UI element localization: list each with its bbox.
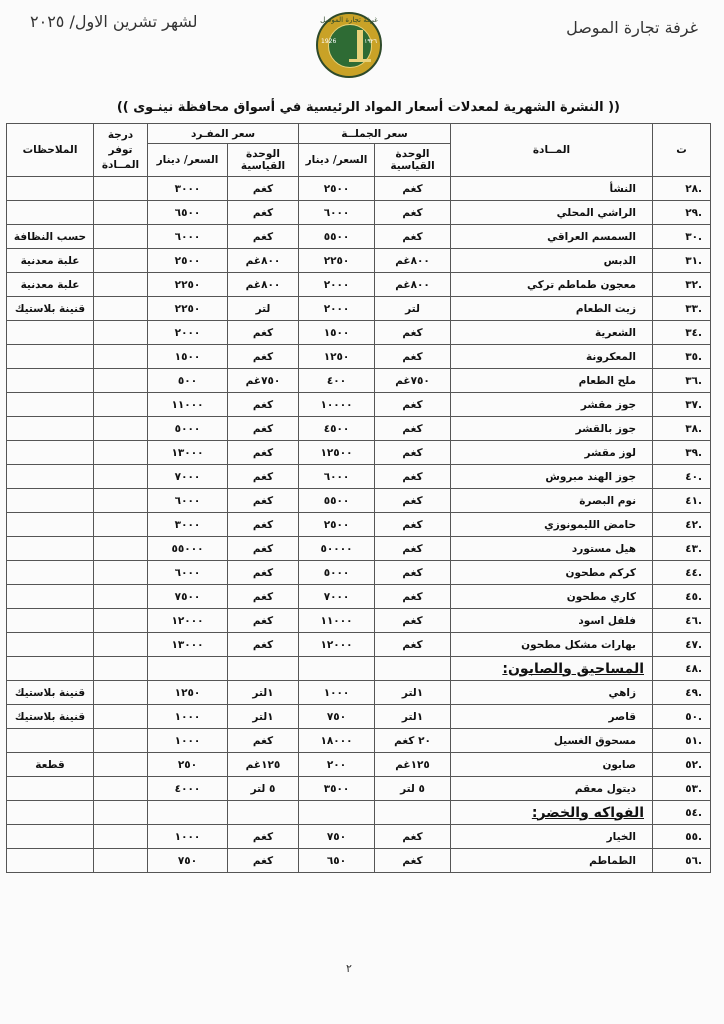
row-number: .٣٥ bbox=[653, 345, 711, 369]
retail-price: ٧٥٠٠ bbox=[148, 585, 228, 609]
wholesale-unit: ١لتر bbox=[375, 681, 451, 705]
item-name: صابون bbox=[451, 753, 653, 777]
col-no: ت bbox=[653, 124, 711, 177]
notes-cell bbox=[7, 393, 94, 417]
section-title: الفواكه والخضر: bbox=[451, 801, 653, 825]
notes-cell bbox=[7, 177, 94, 201]
availability-cell bbox=[94, 681, 148, 705]
empty-cell bbox=[375, 657, 451, 681]
notes-cell: حسب النظافة bbox=[7, 225, 94, 249]
availability-cell bbox=[94, 201, 148, 225]
wholesale-price: ٦٠٠٠ bbox=[299, 201, 375, 225]
wholesale-price: ١٠٠٠ bbox=[299, 681, 375, 705]
wholesale-unit: كغم bbox=[375, 633, 451, 657]
table-row bbox=[7, 369, 711, 393]
table-row bbox=[7, 273, 711, 297]
wholesale-unit: كغم bbox=[375, 177, 451, 201]
item-name: كركم مطحون bbox=[451, 561, 653, 585]
retail-price: ٦٠٠٠ bbox=[148, 489, 228, 513]
retail-unit: ٧٥٠غم bbox=[228, 369, 299, 393]
notes-cell bbox=[7, 345, 94, 369]
table-row bbox=[7, 537, 711, 561]
wholesale-unit: كغم bbox=[375, 585, 451, 609]
empty-cell bbox=[375, 801, 451, 825]
row-number: .٥٣ bbox=[653, 777, 711, 801]
notes-cell bbox=[7, 777, 94, 801]
item-name: ديتول معقم bbox=[451, 777, 653, 801]
retail-price: ٢٠٠٠ bbox=[148, 321, 228, 345]
col-wholesale-unit: الوحدة القياسية bbox=[375, 144, 451, 177]
wholesale-price: ٥٥٠٠ bbox=[299, 225, 375, 249]
table-row bbox=[7, 729, 711, 753]
wholesale-price: ١١٠٠٠ bbox=[299, 609, 375, 633]
wholesale-unit: ١لتر bbox=[375, 705, 451, 729]
price-table-body bbox=[7, 177, 711, 873]
chamber-logo bbox=[316, 12, 382, 78]
wholesale-price: ٤٠٠ bbox=[299, 369, 375, 393]
item-name: نوم البصرة bbox=[451, 489, 653, 513]
availability-cell bbox=[94, 321, 148, 345]
notes-cell: قنينة بلاستيك bbox=[7, 297, 94, 321]
wholesale-price: ٧٥٠ bbox=[299, 825, 375, 849]
table-row bbox=[7, 561, 711, 585]
wholesale-price: ١٥٠٠ bbox=[299, 321, 375, 345]
retail-unit: كغم bbox=[228, 393, 299, 417]
retail-price: ٦٠٠٠ bbox=[148, 225, 228, 249]
row-number: .٥١ bbox=[653, 729, 711, 753]
retail-unit: كغم bbox=[228, 825, 299, 849]
table-row bbox=[7, 849, 711, 873]
retail-price: ٥٠٠٠ bbox=[148, 417, 228, 441]
table-row bbox=[7, 681, 711, 705]
item-name: زيت الطعام bbox=[451, 297, 653, 321]
table-row bbox=[7, 753, 711, 777]
logo-ring-text: غرفة تجارة الموصل bbox=[320, 16, 378, 24]
item-name: جوز مقشر bbox=[451, 393, 653, 417]
row-number: .٥٤ bbox=[653, 801, 711, 825]
availability-cell bbox=[94, 777, 148, 801]
item-name: حامض الليمونوزي bbox=[451, 513, 653, 537]
wholesale-unit: كغم bbox=[375, 417, 451, 441]
bulletin-title: (( النشرة الشهرية لمعدلات أسعار المواد الرئيسية في أسواق محافظة نينـوى )) bbox=[116, 100, 620, 115]
table-row bbox=[7, 345, 711, 369]
col-wholesale-price: السعر/ دينار bbox=[299, 144, 375, 177]
row-number: .٣٧ bbox=[653, 393, 711, 417]
notes-cell bbox=[7, 369, 94, 393]
col-retail: سعر المفـرد bbox=[148, 124, 299, 144]
table-row bbox=[7, 441, 711, 465]
item-name: مسحوق الغسيل bbox=[451, 729, 653, 753]
notes-cell: قطعة bbox=[7, 753, 94, 777]
retail-unit: كغم bbox=[228, 417, 299, 441]
retail-unit: كغم bbox=[228, 633, 299, 657]
row-number: .٤٩ bbox=[653, 681, 711, 705]
wholesale-unit: ١٢٥غم bbox=[375, 753, 451, 777]
retail-price: ٢٥٠٠ bbox=[148, 249, 228, 273]
item-name: بهارات مشكل مطحون bbox=[451, 633, 653, 657]
availability-cell bbox=[94, 585, 148, 609]
empty-cell bbox=[299, 801, 375, 825]
availability-cell bbox=[94, 513, 148, 537]
page-number: ٢ bbox=[346, 962, 352, 975]
notes-cell bbox=[7, 585, 94, 609]
retail-unit: كغم bbox=[228, 729, 299, 753]
retail-price: ١٢٠٠٠ bbox=[148, 609, 228, 633]
empty-cell bbox=[94, 657, 148, 681]
availability-cell bbox=[94, 561, 148, 585]
availability-cell bbox=[94, 849, 148, 873]
item-name: النشأ bbox=[451, 177, 653, 201]
wholesale-price: ٢٠٠٠ bbox=[299, 297, 375, 321]
wholesale-price: ١٢٠٠٠ bbox=[299, 633, 375, 657]
availability-cell bbox=[94, 705, 148, 729]
table-row bbox=[7, 513, 711, 537]
col-wholesale: سعر الجملــة bbox=[299, 124, 451, 144]
item-name: ملح الطعام bbox=[451, 369, 653, 393]
col-notes: الملاحظات bbox=[7, 124, 94, 177]
chamber-name: غرفة تجارة الموصل bbox=[566, 18, 698, 37]
retail-unit: كغم bbox=[228, 561, 299, 585]
availability-cell bbox=[94, 465, 148, 489]
availability-cell bbox=[94, 225, 148, 249]
wholesale-unit: كغم bbox=[375, 441, 451, 465]
wholesale-unit: لتر bbox=[375, 297, 451, 321]
wholesale-unit: كغم bbox=[375, 513, 451, 537]
retail-price: ٧٠٠٠ bbox=[148, 465, 228, 489]
report-month: لشهر تشرين الاول/ ٢٠٢٥ bbox=[30, 12, 198, 31]
wholesale-price: ٢٠٠٠ bbox=[299, 273, 375, 297]
wholesale-unit: كغم bbox=[375, 345, 451, 369]
retail-price: ٦٥٠٠ bbox=[148, 201, 228, 225]
retail-unit: كغم bbox=[228, 849, 299, 873]
table-row bbox=[7, 249, 711, 273]
row-number: .٣٠ bbox=[653, 225, 711, 249]
availability-cell bbox=[94, 537, 148, 561]
row-number: .٤٦ bbox=[653, 609, 711, 633]
retail-unit: كغم bbox=[228, 345, 299, 369]
retail-price: ٤٠٠٠ bbox=[148, 777, 228, 801]
retail-price: ٥٠٠ bbox=[148, 369, 228, 393]
wholesale-price: ٢٢٥٠ bbox=[299, 249, 375, 273]
item-name: الراشي المحلي bbox=[451, 201, 653, 225]
table-row bbox=[7, 177, 711, 201]
row-number: .٥٢ bbox=[653, 753, 711, 777]
notes-cell bbox=[7, 633, 94, 657]
availability-cell bbox=[94, 633, 148, 657]
item-name: السمسم العراقي bbox=[451, 225, 653, 249]
minaret-icon bbox=[357, 30, 363, 60]
row-number: .٣٨ bbox=[653, 417, 711, 441]
empty-cell bbox=[299, 657, 375, 681]
notes-cell bbox=[7, 465, 94, 489]
notes-cell: علبة معدنية bbox=[7, 273, 94, 297]
item-name: زاهي bbox=[451, 681, 653, 705]
retail-unit: كغم bbox=[228, 537, 299, 561]
row-number: .٣٤ bbox=[653, 321, 711, 345]
retail-price: ٢٢٥٠ bbox=[148, 273, 228, 297]
row-number: .٥٠ bbox=[653, 705, 711, 729]
row-number: .٢٨ bbox=[653, 177, 711, 201]
table-row bbox=[7, 417, 711, 441]
wholesale-price: ٦٠٠٠ bbox=[299, 465, 375, 489]
wholesale-price: ١٢٥٠٠ bbox=[299, 441, 375, 465]
availability-cell bbox=[94, 393, 148, 417]
retail-price: ٧٥٠ bbox=[148, 849, 228, 873]
section-row bbox=[7, 657, 711, 681]
retail-unit: كغم bbox=[228, 585, 299, 609]
notes-cell bbox=[7, 609, 94, 633]
notes-cell: علبة معدنية bbox=[7, 249, 94, 273]
wholesale-price: ٣٥٠٠ bbox=[299, 777, 375, 801]
empty-cell bbox=[228, 801, 299, 825]
wholesale-price: ١٠٠٠٠ bbox=[299, 393, 375, 417]
retail-price: ١٠٠٠ bbox=[148, 705, 228, 729]
wholesale-unit: ٨٠٠غم bbox=[375, 273, 451, 297]
wholesale-unit: كغم bbox=[375, 465, 451, 489]
logo-year-en: 1926 bbox=[321, 38, 337, 45]
col-item: المــادة bbox=[451, 124, 653, 177]
availability-cell bbox=[94, 369, 148, 393]
empty-cell bbox=[7, 801, 94, 825]
item-name: كاري مطحون bbox=[451, 585, 653, 609]
availability-cell bbox=[94, 609, 148, 633]
wholesale-unit: كغم bbox=[375, 489, 451, 513]
section-title: المساحيق والصابون: bbox=[451, 657, 653, 681]
retail-unit: كغم bbox=[228, 489, 299, 513]
row-number: .٥٥ bbox=[653, 825, 711, 849]
table-row bbox=[7, 633, 711, 657]
notes-cell bbox=[7, 489, 94, 513]
wholesale-unit: كغم bbox=[375, 561, 451, 585]
row-number: .٤٥ bbox=[653, 585, 711, 609]
notes-cell: قنينة بلاستيك bbox=[7, 705, 94, 729]
wholesale-unit: ٢٠ كغم bbox=[375, 729, 451, 753]
row-number: .٤٠ bbox=[653, 465, 711, 489]
notes-cell bbox=[7, 417, 94, 441]
table-row bbox=[7, 777, 711, 801]
availability-cell bbox=[94, 249, 148, 273]
retail-unit: ٨٠٠غم bbox=[228, 249, 299, 273]
retail-price: ٢٥٠ bbox=[148, 753, 228, 777]
logo-year-ar: ١٩٢٦ bbox=[364, 38, 377, 45]
wholesale-price: ١٨٠٠٠ bbox=[299, 729, 375, 753]
availability-cell bbox=[94, 417, 148, 441]
row-number: .٤١ bbox=[653, 489, 711, 513]
price-table bbox=[6, 123, 711, 873]
wholesale-price: ٧٥٠ bbox=[299, 705, 375, 729]
item-name: الطماطم bbox=[451, 849, 653, 873]
availability-cell bbox=[94, 489, 148, 513]
row-number: .٤٧ bbox=[653, 633, 711, 657]
wholesale-unit: ٥ لتر bbox=[375, 777, 451, 801]
row-number: .٣٦ bbox=[653, 369, 711, 393]
retail-unit: كغم bbox=[228, 609, 299, 633]
empty-cell bbox=[228, 657, 299, 681]
retail-price: ٣٠٠٠ bbox=[148, 513, 228, 537]
availability-cell bbox=[94, 729, 148, 753]
availability-cell bbox=[94, 297, 148, 321]
wholesale-price: ٢٥٠٠ bbox=[299, 177, 375, 201]
wholesale-unit: كغم bbox=[375, 825, 451, 849]
retail-unit: كغم bbox=[228, 513, 299, 537]
item-name: الخيار bbox=[451, 825, 653, 849]
retail-price: ١٠٠٠ bbox=[148, 825, 228, 849]
wholesale-price: ٦٥٠ bbox=[299, 849, 375, 873]
wholesale-price: ٤٥٠٠ bbox=[299, 417, 375, 441]
retail-unit: ٥ لتر bbox=[228, 777, 299, 801]
table-row bbox=[7, 825, 711, 849]
notes-cell bbox=[7, 825, 94, 849]
availability-cell bbox=[94, 825, 148, 849]
notes-cell bbox=[7, 441, 94, 465]
item-name: لوز مقشر bbox=[451, 441, 653, 465]
item-name: الدبس bbox=[451, 249, 653, 273]
row-number: .٣٩ bbox=[653, 441, 711, 465]
empty-cell bbox=[94, 801, 148, 825]
retail-price: ١٣٠٠٠ bbox=[148, 633, 228, 657]
availability-cell bbox=[94, 441, 148, 465]
table-row bbox=[7, 609, 711, 633]
table-row bbox=[7, 585, 711, 609]
row-number: .٤٣ bbox=[653, 537, 711, 561]
notes-cell: قنينة بلاستيك bbox=[7, 681, 94, 705]
wholesale-price: ٢٥٠٠ bbox=[299, 513, 375, 537]
table-row bbox=[7, 393, 711, 417]
retail-unit: كغم bbox=[228, 321, 299, 345]
item-name: جوز الهند مبروش bbox=[451, 465, 653, 489]
item-name: المعكرونة bbox=[451, 345, 653, 369]
item-name: هيل مستورد bbox=[451, 537, 653, 561]
retail-unit: ١٢٥غم bbox=[228, 753, 299, 777]
availability-cell bbox=[94, 177, 148, 201]
wholesale-price: ٢٠٠ bbox=[299, 753, 375, 777]
table-row bbox=[7, 489, 711, 513]
retail-unit: ١لتر bbox=[228, 681, 299, 705]
row-number: .٢٩ bbox=[653, 201, 711, 225]
retail-price: ٢٢٥٠ bbox=[148, 297, 228, 321]
wholesale-unit: كغم bbox=[375, 393, 451, 417]
retail-price: ١١٠٠٠ bbox=[148, 393, 228, 417]
col-availability: درجة توفر المــادة bbox=[94, 124, 148, 177]
wholesale-unit: ٨٠٠غم bbox=[375, 249, 451, 273]
wholesale-price: ٥٠٠٠٠ bbox=[299, 537, 375, 561]
wholesale-price: ٥٠٠٠ bbox=[299, 561, 375, 585]
wholesale-unit: ٧٥٠غم bbox=[375, 369, 451, 393]
logo-emblem bbox=[328, 24, 372, 68]
table-row bbox=[7, 321, 711, 345]
row-number: .٤٢ bbox=[653, 513, 711, 537]
notes-cell bbox=[7, 561, 94, 585]
table-row bbox=[7, 225, 711, 249]
retail-unit: ٨٠٠غم bbox=[228, 273, 299, 297]
retail-price: ١٢٥٠ bbox=[148, 681, 228, 705]
wholesale-price: ٧٠٠٠ bbox=[299, 585, 375, 609]
row-number: .٥٦ bbox=[653, 849, 711, 873]
item-name: جوز بالقشر bbox=[451, 417, 653, 441]
row-number: .٣٣ bbox=[653, 297, 711, 321]
retail-unit: كغم bbox=[228, 225, 299, 249]
retail-price: ٦٠٠٠ bbox=[148, 561, 228, 585]
notes-cell bbox=[7, 513, 94, 537]
item-name: معجون طماطم تركي bbox=[451, 273, 653, 297]
empty-cell bbox=[148, 801, 228, 825]
retail-unit: لتر bbox=[228, 297, 299, 321]
availability-cell bbox=[94, 753, 148, 777]
wholesale-unit: كغم bbox=[375, 225, 451, 249]
retail-price: ١٥٠٠ bbox=[148, 345, 228, 369]
table-row bbox=[7, 465, 711, 489]
empty-cell bbox=[148, 657, 228, 681]
table-row bbox=[7, 705, 711, 729]
retail-price: ٣٠٠٠ bbox=[148, 177, 228, 201]
wholesale-price: ١٢٥٠ bbox=[299, 345, 375, 369]
retail-price: ١٠٠٠ bbox=[148, 729, 228, 753]
col-retail-unit: الوحدة القياسية bbox=[228, 144, 299, 177]
notes-cell bbox=[7, 537, 94, 561]
wholesale-unit: كغم bbox=[375, 537, 451, 561]
wholesale-unit: كغم bbox=[375, 201, 451, 225]
table-row bbox=[7, 297, 711, 321]
retail-unit: كغم bbox=[228, 441, 299, 465]
retail-price: ١٣٠٠٠ bbox=[148, 441, 228, 465]
notes-cell bbox=[7, 729, 94, 753]
retail-price: ٥٥٠٠٠ bbox=[148, 537, 228, 561]
availability-cell bbox=[94, 345, 148, 369]
notes-cell bbox=[7, 201, 94, 225]
retail-unit: كغم bbox=[228, 201, 299, 225]
availability-cell bbox=[94, 273, 148, 297]
empty-cell bbox=[7, 657, 94, 681]
wholesale-unit: كغم bbox=[375, 849, 451, 873]
section-row bbox=[7, 801, 711, 825]
wholesale-unit: كغم bbox=[375, 609, 451, 633]
retail-unit: كغم bbox=[228, 465, 299, 489]
item-name: فلفل اسود bbox=[451, 609, 653, 633]
row-number: .٤٨ bbox=[653, 657, 711, 681]
notes-cell bbox=[7, 849, 94, 873]
row-number: .٤٤ bbox=[653, 561, 711, 585]
col-retail-price: السعر/ دينار bbox=[148, 144, 228, 177]
row-number: .٣٢ bbox=[653, 273, 711, 297]
item-name: الشعرية bbox=[451, 321, 653, 345]
table-row bbox=[7, 201, 711, 225]
item-name: قاصر bbox=[451, 705, 653, 729]
notes-cell bbox=[7, 321, 94, 345]
retail-unit: ١لتر bbox=[228, 705, 299, 729]
wholesale-price: ٥٥٠٠ bbox=[299, 489, 375, 513]
row-number: .٣١ bbox=[653, 249, 711, 273]
wholesale-unit: كغم bbox=[375, 321, 451, 345]
retail-unit: كغم bbox=[228, 177, 299, 201]
